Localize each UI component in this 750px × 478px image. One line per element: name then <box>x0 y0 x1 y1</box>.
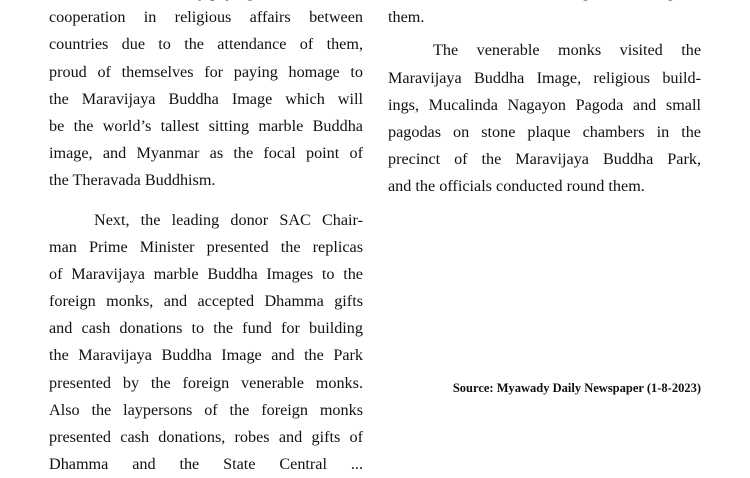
text-line: ings, Mucalinda Nagayon Pagoda and small <box>388 92 701 119</box>
right-paragraph-1 <box>388 37 701 200</box>
right-column <box>388 0 701 201</box>
text-line: countries due to the attendance of them, <box>49 31 363 58</box>
text-line: The venerable monks visited the <box>388 37 701 64</box>
text-line: Next, the leading donor SAC Chair- <box>49 207 363 234</box>
cut-off-line-left <box>190 0 254 6</box>
text-line: Also the laypersons of the foreign monks <box>49 397 363 424</box>
text-line: the Maravijaya Buddha Image which will <box>49 86 363 113</box>
paragraph-gap <box>49 195 363 207</box>
text-line: man Prime Minister presented the replicas <box>49 234 363 261</box>
text-line: of Maravijaya marble Buddha Images to the <box>49 261 363 288</box>
text-line: proud of themselves for paying homage to <box>49 59 363 86</box>
text-line: presented by the foreign venerable monks. <box>49 370 363 397</box>
text-line: foreign monks, and accepted Dhamma gifts <box>49 288 363 315</box>
text-line: the Maravijaya Buddha Image and the Park <box>49 342 363 369</box>
text-line: Maravijaya Buddha Image, religious build- <box>388 65 701 92</box>
text-line: image, and Myanmar as the focal point of <box>49 140 363 167</box>
text-line: them. <box>388 4 701 31</box>
left-paragraph-1 <box>49 0 363 195</box>
text-line: pagodas on stone plaque chambers in the <box>388 119 701 146</box>
text-line: the Theravada Buddhism. <box>49 167 363 194</box>
source-citation: Source: Myawady Daily Newspaper (1-8-2023) <box>453 381 701 396</box>
left-column <box>49 0 363 478</box>
text-line: Dhamma and the State Central ... <box>49 451 363 478</box>
text-line: be the world’s tallest sitting marble Buddha <box>49 113 363 140</box>
left-paragraph-2 <box>49 207 363 478</box>
text-line: precinct of the Maravijaya Buddha Park, <box>388 146 701 173</box>
text-line: and cash donations to the fund for building <box>49 315 363 342</box>
text-line: and the officials conducted round them. <box>388 173 701 200</box>
right-paragraph-0 <box>388 0 701 31</box>
text-line: presented cash donations, robes and gifts of <box>49 424 363 451</box>
text-line: cooperation in religious affairs between <box>49 4 363 31</box>
